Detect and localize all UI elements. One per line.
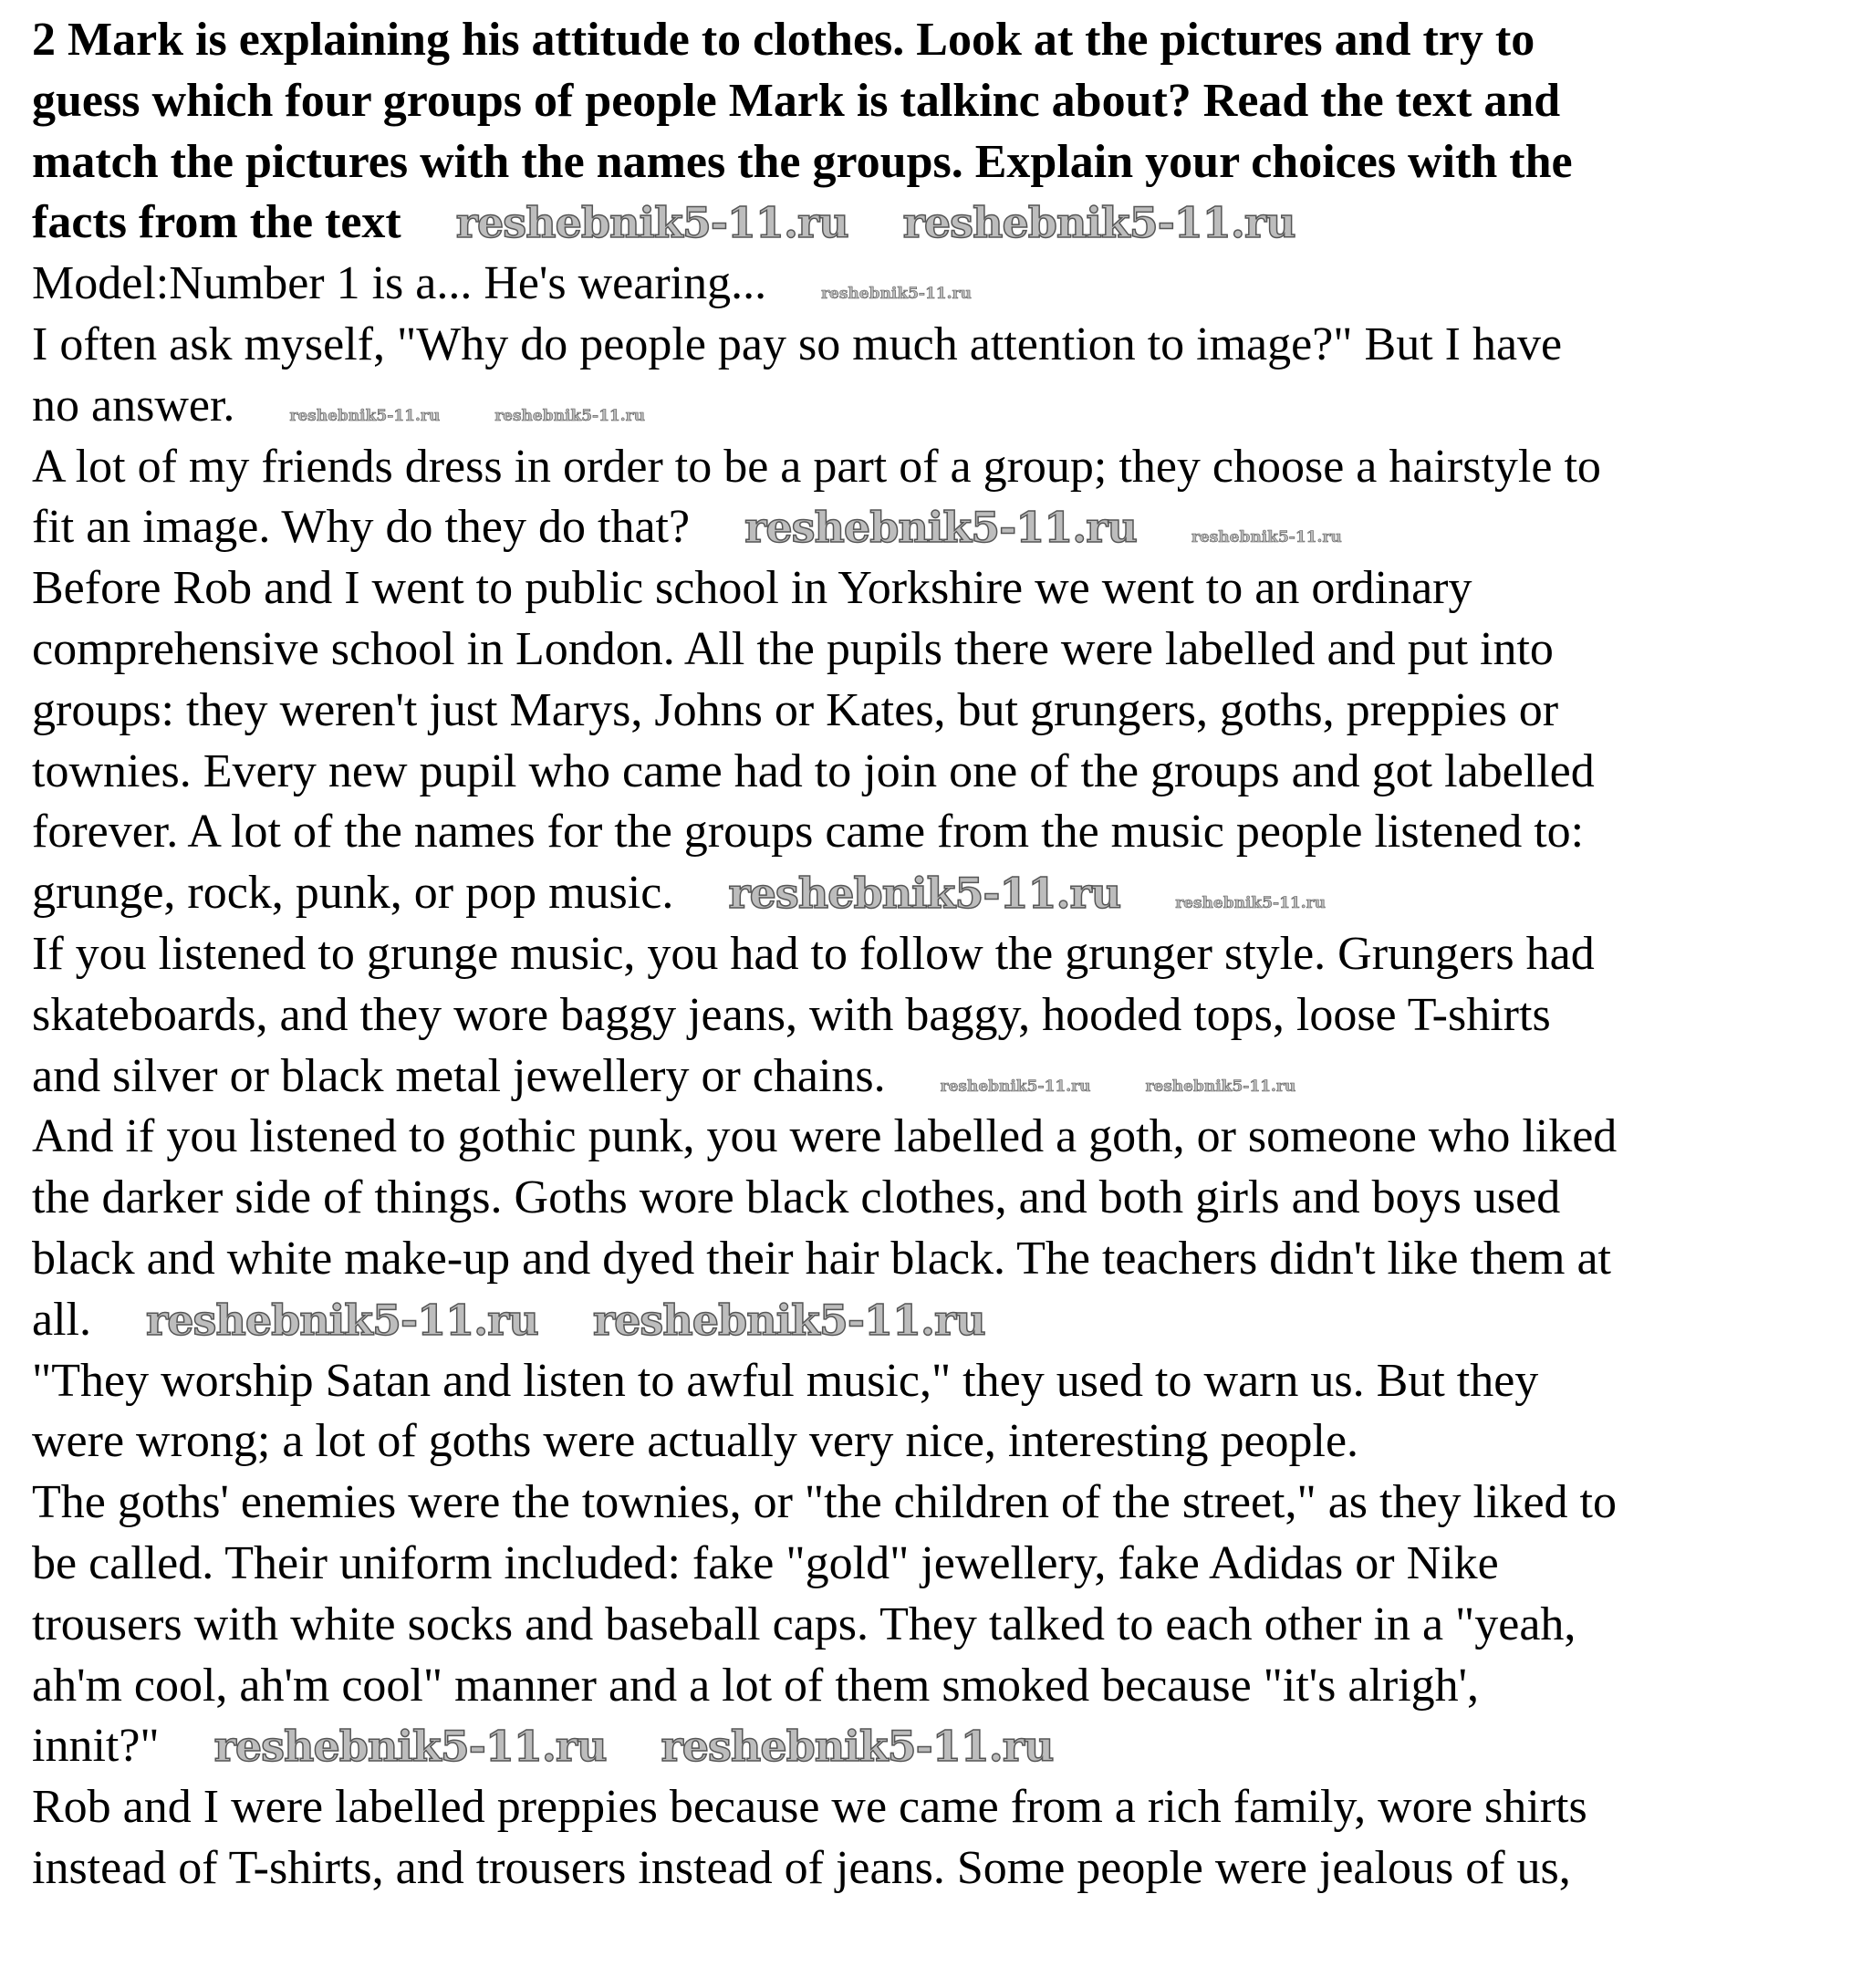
- body-text: forever. A lot of the names for the groups came from the music people listened to:: [32, 806, 1585, 859]
- watermark: reshebnik5-11.ru: [1145, 1077, 1296, 1096]
- body-text: grunge, rock, punk, or pop music.: [32, 867, 674, 920]
- body-line: [32, 1716, 1838, 1777]
- watermark: reshebnik5-11.ru: [455, 198, 848, 248]
- body-text: A lot of my friends dress in order to be a part of a group; they choose a hairstyle to: [32, 440, 1601, 493]
- body-line: [32, 619, 1838, 681]
- body-text: no answer.: [32, 379, 235, 432]
- body-text: groups: they weren't just Marys, Johns or Kates, but grungers, goths, preppies or: [32, 683, 1559, 736]
- body-text: The goths' enemies were the townies, or "the children of the street," as they liked to: [32, 1476, 1617, 1529]
- body-text: comprehensive school in London. All the pupils there were labelled and put into: [32, 622, 1554, 675]
- heading-text: match the pictures with the names the groups. Explain your choices with the: [32, 135, 1573, 188]
- body-line: [32, 1046, 1838, 1108]
- watermark: reshebnik5-11.ru: [821, 285, 972, 304]
- body-line: [32, 497, 1838, 558]
- body-text: skateboards, and they wore baggy jeans, with baggy, hooded tops, loose T-shirts: [32, 988, 1551, 1041]
- body-text: were wrong; a lot of goths were actually very nice, interesting people.: [32, 1415, 1359, 1468]
- body-text: fit an image. Why do they do that?: [32, 501, 691, 554]
- body-line: [32, 1534, 1838, 1595]
- body-text: "They worship Satan and listen to awful music," they used to warn us. But they: [32, 1354, 1539, 1407]
- body-line: [32, 1168, 1838, 1229]
- body-text: townies. Every new pupil who came had to join one of the groups and got labelled: [32, 744, 1595, 797]
- body-text: instead of T-shirts, and trousers instead of jeans. Some people were jealous of us,: [32, 1841, 1571, 1894]
- watermark: reshebnik5-11.ru: [940, 1077, 1091, 1096]
- watermark: reshebnik5-11.ru: [592, 1295, 985, 1345]
- heading-line: [32, 193, 1838, 254]
- body-line: [32, 1777, 1838, 1838]
- body-line: [32, 437, 1838, 498]
- body-text: ah'm cool, ah'm cool" manner and a lot of them smoked because "it's alrigh',: [32, 1659, 1480, 1712]
- body-text: black and white make-up and dyed their hair black. The teachers didn't like them at: [32, 1232, 1612, 1285]
- watermark: reshebnik5-11.ru: [1191, 528, 1342, 547]
- watermark: reshebnik5-11.ru: [728, 869, 1121, 919]
- watermark: reshebnik5-11.ru: [494, 406, 645, 425]
- body-text: all.: [32, 1293, 91, 1346]
- body-line: [32, 315, 1838, 376]
- heading-text: guess which four groups of people Mark is talkinc about? Read the text and: [32, 74, 1561, 127]
- body-line: [32, 1290, 1838, 1351]
- body-text: innit?": [32, 1720, 160, 1773]
- body-line: [32, 863, 1838, 924]
- watermark: reshebnik5-11.ru: [902, 198, 1295, 248]
- body-line: [32, 1473, 1838, 1534]
- body-line: [32, 681, 1838, 742]
- watermark: reshebnik5-11.ru: [1175, 894, 1326, 913]
- watermark: reshebnik5-11.ru: [744, 503, 1137, 553]
- heading-line: [32, 10, 1838, 71]
- heading-text: 2 Mark is explaining his attitude to clothes. Look at the pictures and try to: [32, 14, 1535, 66]
- body-line: [32, 376, 1838, 437]
- body-line: [32, 1411, 1838, 1473]
- body-line: [32, 254, 1838, 315]
- body-line: [32, 1595, 1838, 1656]
- body-line: [32, 1351, 1838, 1412]
- body-text: be called. Their uniform included: fake "gold" jewellery, fake Adidas or Nike: [32, 1536, 1499, 1589]
- watermark: reshebnik5-11.ru: [661, 1722, 1054, 1772]
- watermark: reshebnik5-11.ru: [289, 406, 441, 425]
- heading-text: facts from the text: [32, 196, 401, 249]
- body-text: trousers with white socks and baseball caps. They talked to each other in a "yeah,: [32, 1598, 1576, 1650]
- body-line: [32, 985, 1838, 1046]
- body-text: Before Rob and I went to public school in Yorkshire we went to an ordinary: [32, 562, 1472, 615]
- body-line: [32, 1229, 1838, 1290]
- body-line: [32, 1107, 1838, 1168]
- heading-line: [32, 71, 1838, 132]
- body-text: I often ask myself, "Why do people pay so much attention to image?" But I have: [32, 317, 1563, 370]
- body-line: [32, 558, 1838, 619]
- watermark: reshebnik5-11.ru: [145, 1295, 538, 1345]
- body-text: Rob and I were labelled preppies because we came from a rich family, wore shirts: [32, 1781, 1587, 1834]
- watermark: reshebnik5-11.ru: [213, 1722, 607, 1772]
- body-text: If you listened to grunge music, you had to follow the grunger style. Grungers had: [32, 927, 1595, 980]
- heading-line: [32, 132, 1838, 193]
- body-text: And if you listened to gothic punk, you were labelled a goth, or someone who liked: [32, 1110, 1618, 1163]
- body-text: the darker side of things. Goths wore black clothes, and both girls and boys used: [32, 1171, 1561, 1224]
- body-line: [32, 1656, 1838, 1717]
- body-line: [32, 924, 1838, 985]
- document-text: [32, 10, 1838, 1900]
- body-line: [32, 742, 1838, 803]
- body-text: Model:Number 1 is a... He's wearing...: [32, 257, 767, 310]
- body-line: [32, 1838, 1838, 1900]
- body-line: [32, 802, 1838, 863]
- body-text: and silver or black metal jewellery or chains.: [32, 1049, 886, 1102]
